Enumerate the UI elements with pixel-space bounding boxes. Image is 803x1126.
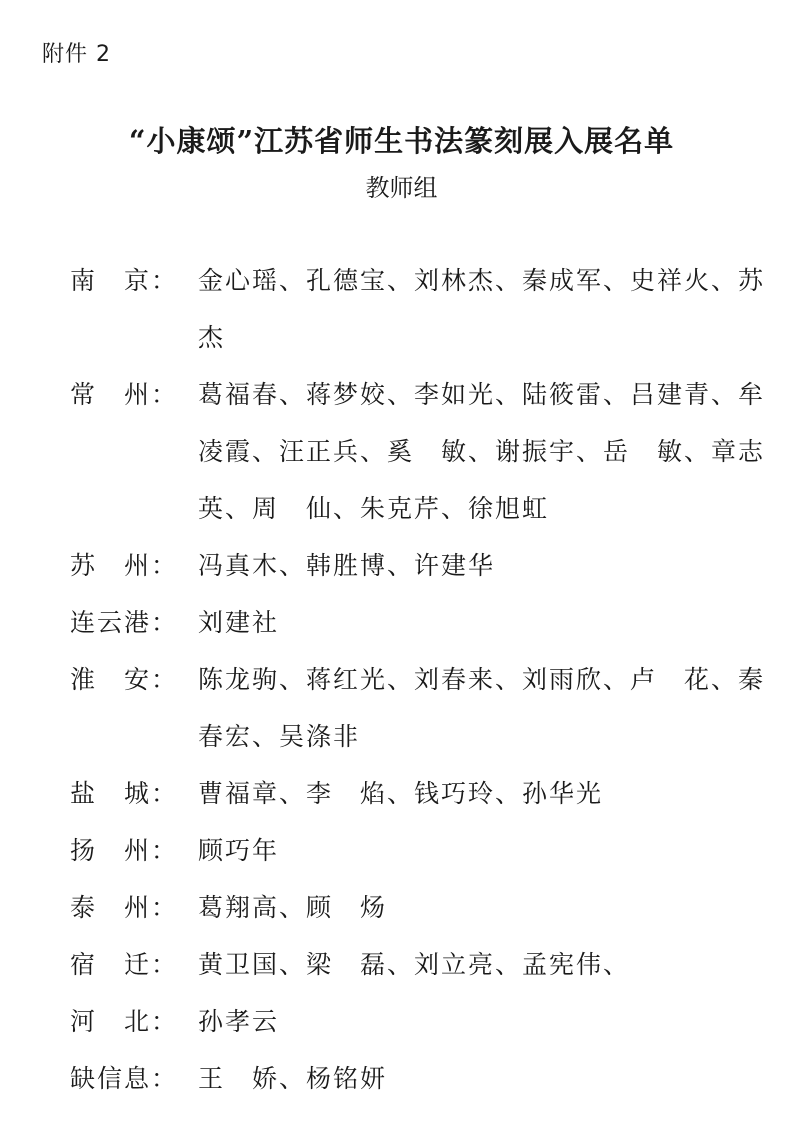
list-item-lianyungang	[70, 594, 790, 651]
region-label: 常 州：	[70, 380, 179, 409]
name-entries: 葛福春、蒋梦姣、李如光、陆筱雷、吕建青、牟凌霞、汪正兵、奚 敏、谢振宇、岳 敏、章志英、周 仙、朱克芹、徐旭虹	[198, 380, 766, 523]
region-label: 扬 州：	[70, 836, 179, 865]
name-entries: 金心瑶、孔德宝、刘林杰、秦成军、史祥火、苏杰	[198, 266, 766, 352]
list-item-changzhou	[70, 366, 790, 537]
group-subtitle: 教师组	[365, 174, 438, 202]
region-label: 苏 州：	[70, 551, 179, 580]
region-label: 南 京：	[70, 266, 179, 295]
list-item-missing-info	[70, 1050, 790, 1107]
region-label: 泰 州：	[70, 893, 179, 922]
region-label: 缺信息：	[70, 1064, 179, 1093]
attachment-label: 附件 2	[42, 42, 111, 67]
list-item-nanjing	[70, 252, 790, 366]
name-entries: 葛翔高、顾 炀	[198, 893, 388, 922]
name-entries: 刘建社	[198, 608, 280, 637]
region-label: 盐 城：	[70, 779, 179, 808]
list-item-yangzhou	[70, 822, 790, 879]
list-item-suzhou	[70, 537, 790, 594]
list-item-taizhou	[70, 879, 790, 936]
list-item-yancheng	[70, 765, 790, 822]
name-entries: 孙孝云	[198, 1007, 280, 1036]
name-entries: 王 娇、杨铭妍	[198, 1064, 388, 1093]
name-entries: 顾巧年	[198, 836, 280, 865]
name-list	[70, 252, 790, 1107]
list-item-suqian	[70, 936, 790, 993]
name-entries: 曹福章、李 焰、钱巧玲、孙华光	[198, 779, 604, 808]
region-label: 河 北：	[70, 1007, 179, 1036]
name-entries: 陈龙驹、蒋红光、刘春来、刘雨欣、卢 花、秦春宏、吴涤非	[198, 665, 766, 751]
region-label: 宿 迁：	[70, 950, 179, 979]
name-entries: 冯真木、韩胜博、许建华	[198, 551, 496, 580]
list-item-huaian	[70, 651, 790, 765]
document-title: “小康颂”江苏省师生书法篆刻展入展名单	[128, 124, 675, 158]
region-label: 连云港：	[70, 608, 179, 637]
name-entries: 黄卫国、梁 磊、刘立亮、孟宪伟、	[198, 950, 631, 979]
list-item-hebei	[70, 993, 790, 1050]
region-label: 淮 安：	[70, 665, 179, 694]
